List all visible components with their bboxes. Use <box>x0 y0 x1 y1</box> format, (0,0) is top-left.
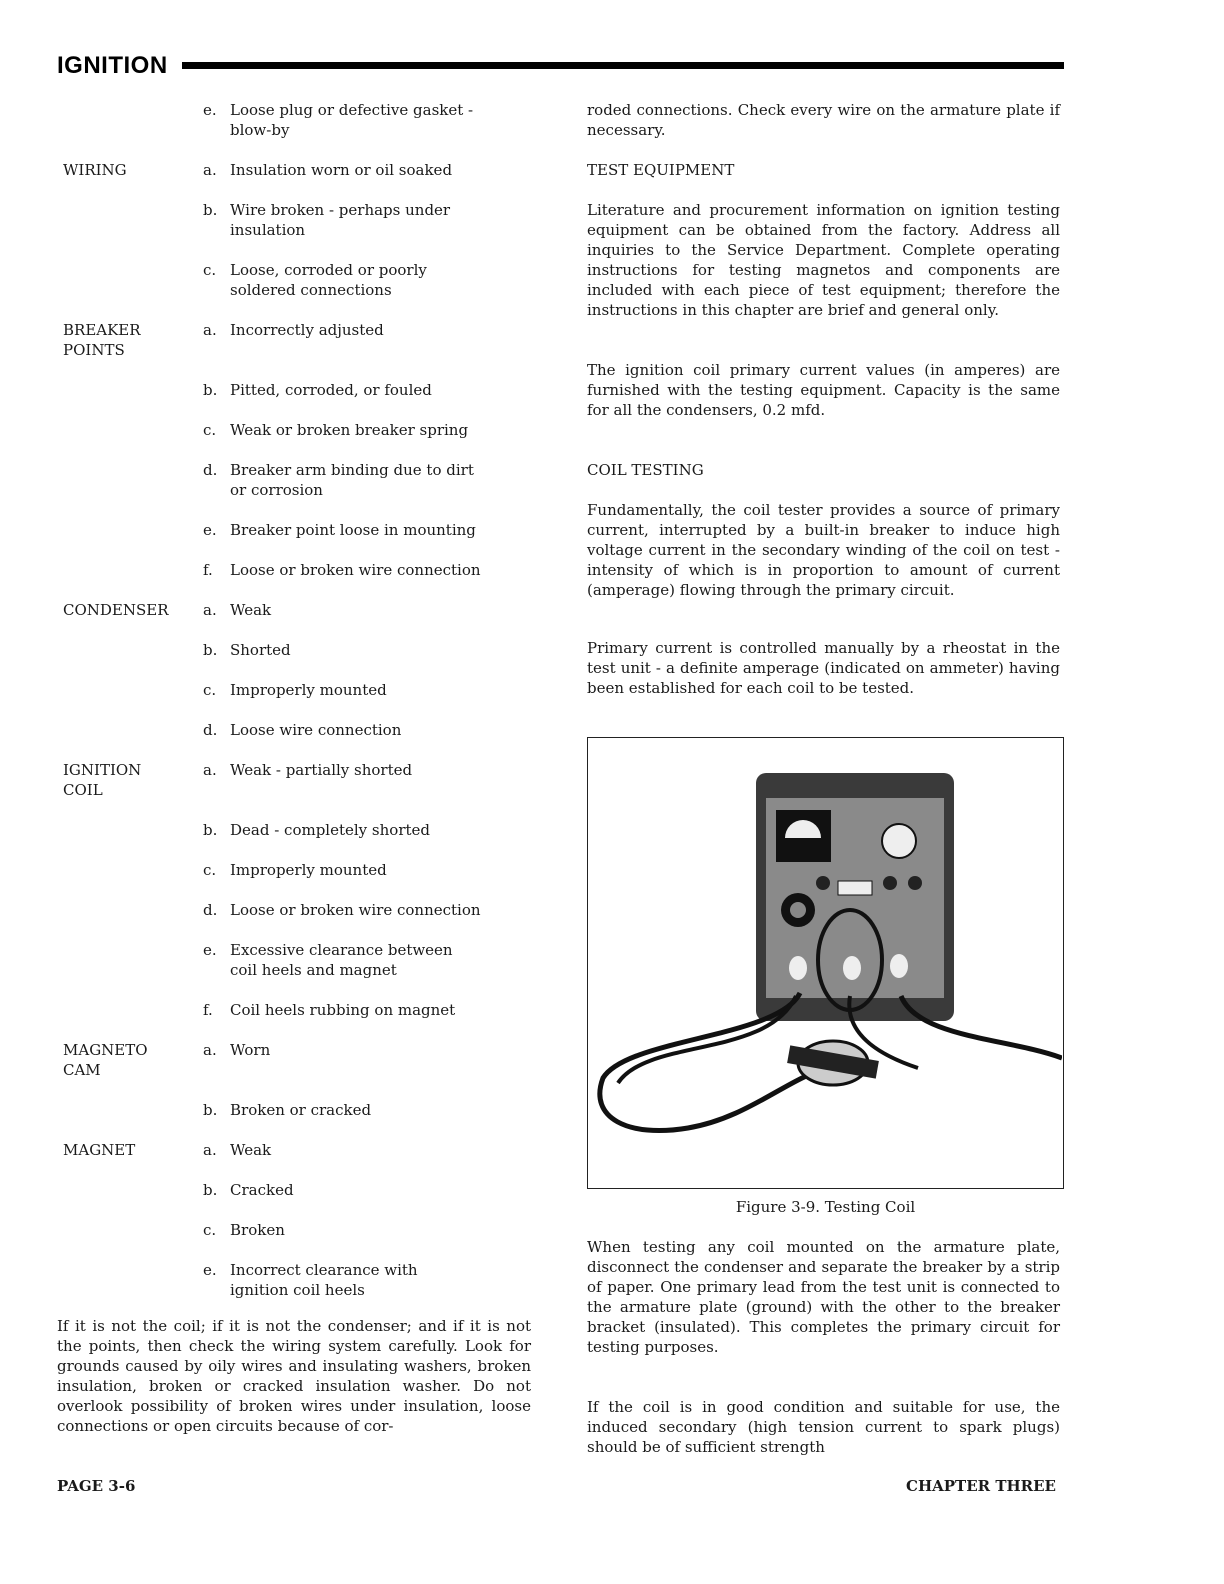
list-item <box>63 1180 543 1200</box>
list-item <box>63 460 543 500</box>
list-item <box>63 320 543 360</box>
list-item <box>63 1100 543 1120</box>
item-text: Wire broken - perhaps under insulation <box>230 201 451 239</box>
item-letter: c. <box>203 1221 217 1239</box>
cause-item <box>203 160 452 180</box>
item-text: Improperly mounted <box>230 681 387 699</box>
item-letter: b. <box>203 641 218 659</box>
item-text: Broken or cracked <box>230 1101 372 1119</box>
chapter-label: CHAPTER THREE <box>906 1477 1056 1495</box>
item-text: Incorrectly adjusted <box>230 321 384 339</box>
item-text: Worn <box>230 1041 271 1059</box>
cause-item <box>203 640 291 660</box>
list-item <box>63 1040 543 1080</box>
item-text: Dead - completely shorted <box>230 821 430 839</box>
list-item <box>63 160 543 180</box>
category-label: WIRING <box>63 161 127 179</box>
item-letter: d. <box>203 901 218 919</box>
test-equipment-paragraph-1: Literature and procurement information on ignition testing equipment can be obtained from the factory. Address all inquiries to the Service Department. Complete operating instructions for testing magnetos and components are included with each piece of test equipment; therefore the instructions in this chapter are brief and general only. <box>587 201 1060 319</box>
category-label <box>63 380 203 400</box>
item-text: Loose plug or defective gasket - blow-by <box>230 101 474 139</box>
list-item <box>63 1260 543 1300</box>
coil-testing-paragraph-1: Fundamentally, the coil tester provides a source of primary current, interrupted by a built-in breaker to induce high voltage current in the secondary winding of the coil on test - intensity of which is in proportion to amount of current (amperage) flowing through the primary circuit. <box>587 501 1060 599</box>
item-letter: b. <box>203 821 218 839</box>
figure-caption: Figure 3-9. Testing Coil <box>735 1198 916 1216</box>
item-letter: a. <box>203 1041 217 1059</box>
cause-item <box>203 380 432 400</box>
cause-item <box>203 820 430 840</box>
item-letter: e. <box>203 101 217 119</box>
header-rule <box>182 62 1064 69</box>
item-text: Weak <box>230 1141 272 1159</box>
test-equipment-paragraph-2: The ignition coil primary current values (in amperes) are furnished with the testing equipment. Capacity is the same for all the condensers, 0.2 mfd. <box>587 361 1060 419</box>
item-letter: c. <box>203 421 217 439</box>
item-text: Breaker arm binding due to dirt or corrosion <box>230 461 474 499</box>
item-text: Pitted, corroded, or fouled <box>230 381 432 399</box>
category-label: MAGNET <box>63 1141 136 1159</box>
category-label <box>63 420 203 440</box>
troubleshooting-list <box>63 100 543 1320</box>
coil-tester-illustration <box>588 738 1062 1187</box>
category-label <box>63 1220 203 1240</box>
cause-item <box>203 200 450 240</box>
list-item <box>63 200 543 240</box>
cause-item <box>203 940 453 980</box>
item-letter: e. <box>203 941 217 959</box>
item-letter: b. <box>203 1101 218 1119</box>
list-item <box>63 940 543 980</box>
category-label <box>63 1000 203 1020</box>
category-label <box>63 940 203 980</box>
list-item <box>63 260 543 300</box>
category-label <box>63 1260 203 1300</box>
item-text: Coil heels rubbing on magnet <box>230 1001 456 1019</box>
category-label <box>63 860 203 880</box>
closing-paragraph: If it is not the coil; if it is not the condenser; and if it is not the points, then check the wiring system carefully. Look for grounds caused by oily wires and insulating washers, broken insulation, broken or cracked insulation washer. Do not overlook possibility of broken wires under insulation, loose connections or open circuits because of cor- <box>57 1317 531 1435</box>
item-letter: b. <box>203 201 218 219</box>
category-label: IGNITION COIL <box>63 761 142 799</box>
list-item <box>63 720 543 740</box>
category-label <box>63 460 203 500</box>
list-item <box>63 640 543 660</box>
cause-item <box>203 1260 418 1300</box>
category-label <box>63 900 203 920</box>
cause-item <box>203 1040 270 1080</box>
list-item <box>63 1140 543 1160</box>
item-text: Loose or broken wire connection <box>230 901 481 919</box>
category-label <box>63 820 203 840</box>
item-letter: e. <box>203 521 217 539</box>
item-text: Loose, corroded or poorly soldered connections <box>230 261 427 299</box>
item-text: Loose or broken wire connection <box>230 561 481 579</box>
item-text: Broken <box>230 1221 285 1239</box>
item-letter: a. <box>203 161 217 179</box>
figure-coil-tester-photo <box>587 737 1064 1189</box>
list-item <box>63 680 543 700</box>
item-text: Incorrect clearance with ignition coil heels <box>230 1261 418 1299</box>
category-label <box>63 1100 203 1120</box>
category-label <box>63 680 203 700</box>
list-item <box>63 600 543 620</box>
item-letter: c. <box>203 681 217 699</box>
list-item <box>63 1220 543 1240</box>
item-text: Improperly mounted <box>230 861 387 879</box>
coil-testing-heading: COIL TESTING <box>587 461 704 479</box>
cause-item <box>203 1000 455 1020</box>
test-equipment-heading: TEST EQUIPMENT <box>587 161 735 179</box>
item-letter: a. <box>203 761 217 779</box>
cause-item <box>203 600 271 620</box>
cause-item <box>203 720 401 740</box>
category-label <box>63 640 203 660</box>
coil-testing-paragraph-3: When testing any coil mounted on the armature plate, disconnect the condenser and separate the breaker by a strip of paper. One primary lead from the test unit is connected to the armature plate (ground) with the other to the breaker bracket (insulated). This completes the primary circuit for testing purposes. <box>587 1238 1060 1356</box>
cause-item <box>203 1220 285 1240</box>
cause-item <box>203 100 473 140</box>
item-letter: a. <box>203 321 217 339</box>
coil-testing-paragraph-4: If the coil is in good condition and suitable for use, the induced secondary (high tension current to spark plugs) should be of sufficient strength <box>587 1398 1060 1456</box>
cause-item <box>203 860 387 880</box>
cause-item <box>203 900 481 920</box>
cause-item <box>203 520 476 540</box>
item-letter: a. <box>203 1141 217 1159</box>
cause-item <box>203 320 384 360</box>
item-text: Excessive clearance between coil heels and magnet <box>230 941 453 979</box>
item-text: Weak <box>230 601 272 619</box>
cause-item <box>203 560 481 580</box>
category-label <box>63 720 203 740</box>
cause-item <box>203 760 412 800</box>
page-number: PAGE 3-6 <box>57 1477 136 1495</box>
item-text: Weak or broken breaker spring <box>230 421 469 439</box>
category-label <box>63 260 203 300</box>
item-letter: d. <box>203 461 218 479</box>
cause-item <box>203 260 427 300</box>
category-label <box>63 560 203 580</box>
continuation-paragraph: roded connections. Check every wire on the armature plate if necessary. <box>587 101 1060 139</box>
list-item <box>63 900 543 920</box>
item-text: Breaker point loose in mounting <box>230 521 476 539</box>
list-item <box>63 380 543 400</box>
list-item <box>63 100 543 140</box>
list-item <box>63 560 543 580</box>
cause-item <box>203 1100 371 1120</box>
cause-item <box>203 680 387 700</box>
cause-item <box>203 1140 271 1160</box>
item-text: Weak - partially shorted <box>230 761 413 779</box>
item-text: Insulation worn or oil soaked <box>230 161 453 179</box>
list-item <box>63 860 543 880</box>
cause-item <box>203 1180 294 1200</box>
category-label <box>63 100 203 140</box>
section-title: IGNITION <box>57 52 168 79</box>
item-text: Cracked <box>230 1181 294 1199</box>
list-item <box>63 820 543 840</box>
coil-testing-paragraph-2: Primary current is controlled manually by a rheostat in the test unit - a definite amperage (indicated on ammeter) having been established for each coil to be tested. <box>587 639 1060 697</box>
item-letter: e. <box>203 1261 217 1279</box>
list-item <box>63 420 543 440</box>
category-label: MAGNETO CAM <box>63 1041 148 1079</box>
category-label <box>63 200 203 240</box>
cause-item <box>203 460 474 500</box>
category-label <box>63 520 203 540</box>
item-text: Loose wire connection <box>230 721 402 739</box>
category-label <box>63 1180 203 1200</box>
item-letter: f. <box>203 1001 213 1019</box>
category-label: BREAKER POINTS <box>63 321 141 359</box>
item-letter: a. <box>203 601 217 619</box>
item-letter: c. <box>203 861 217 879</box>
cause-item <box>203 420 468 440</box>
list-item <box>63 760 543 800</box>
item-letter: d. <box>203 721 218 739</box>
item-letter: b. <box>203 1181 218 1199</box>
item-letter: f. <box>203 561 213 579</box>
list-item <box>63 1000 543 1020</box>
category-label: CONDENSER <box>63 601 169 619</box>
item-text: Shorted <box>230 641 291 659</box>
item-letter: b. <box>203 381 218 399</box>
list-item <box>63 520 543 540</box>
item-letter: c. <box>203 261 217 279</box>
